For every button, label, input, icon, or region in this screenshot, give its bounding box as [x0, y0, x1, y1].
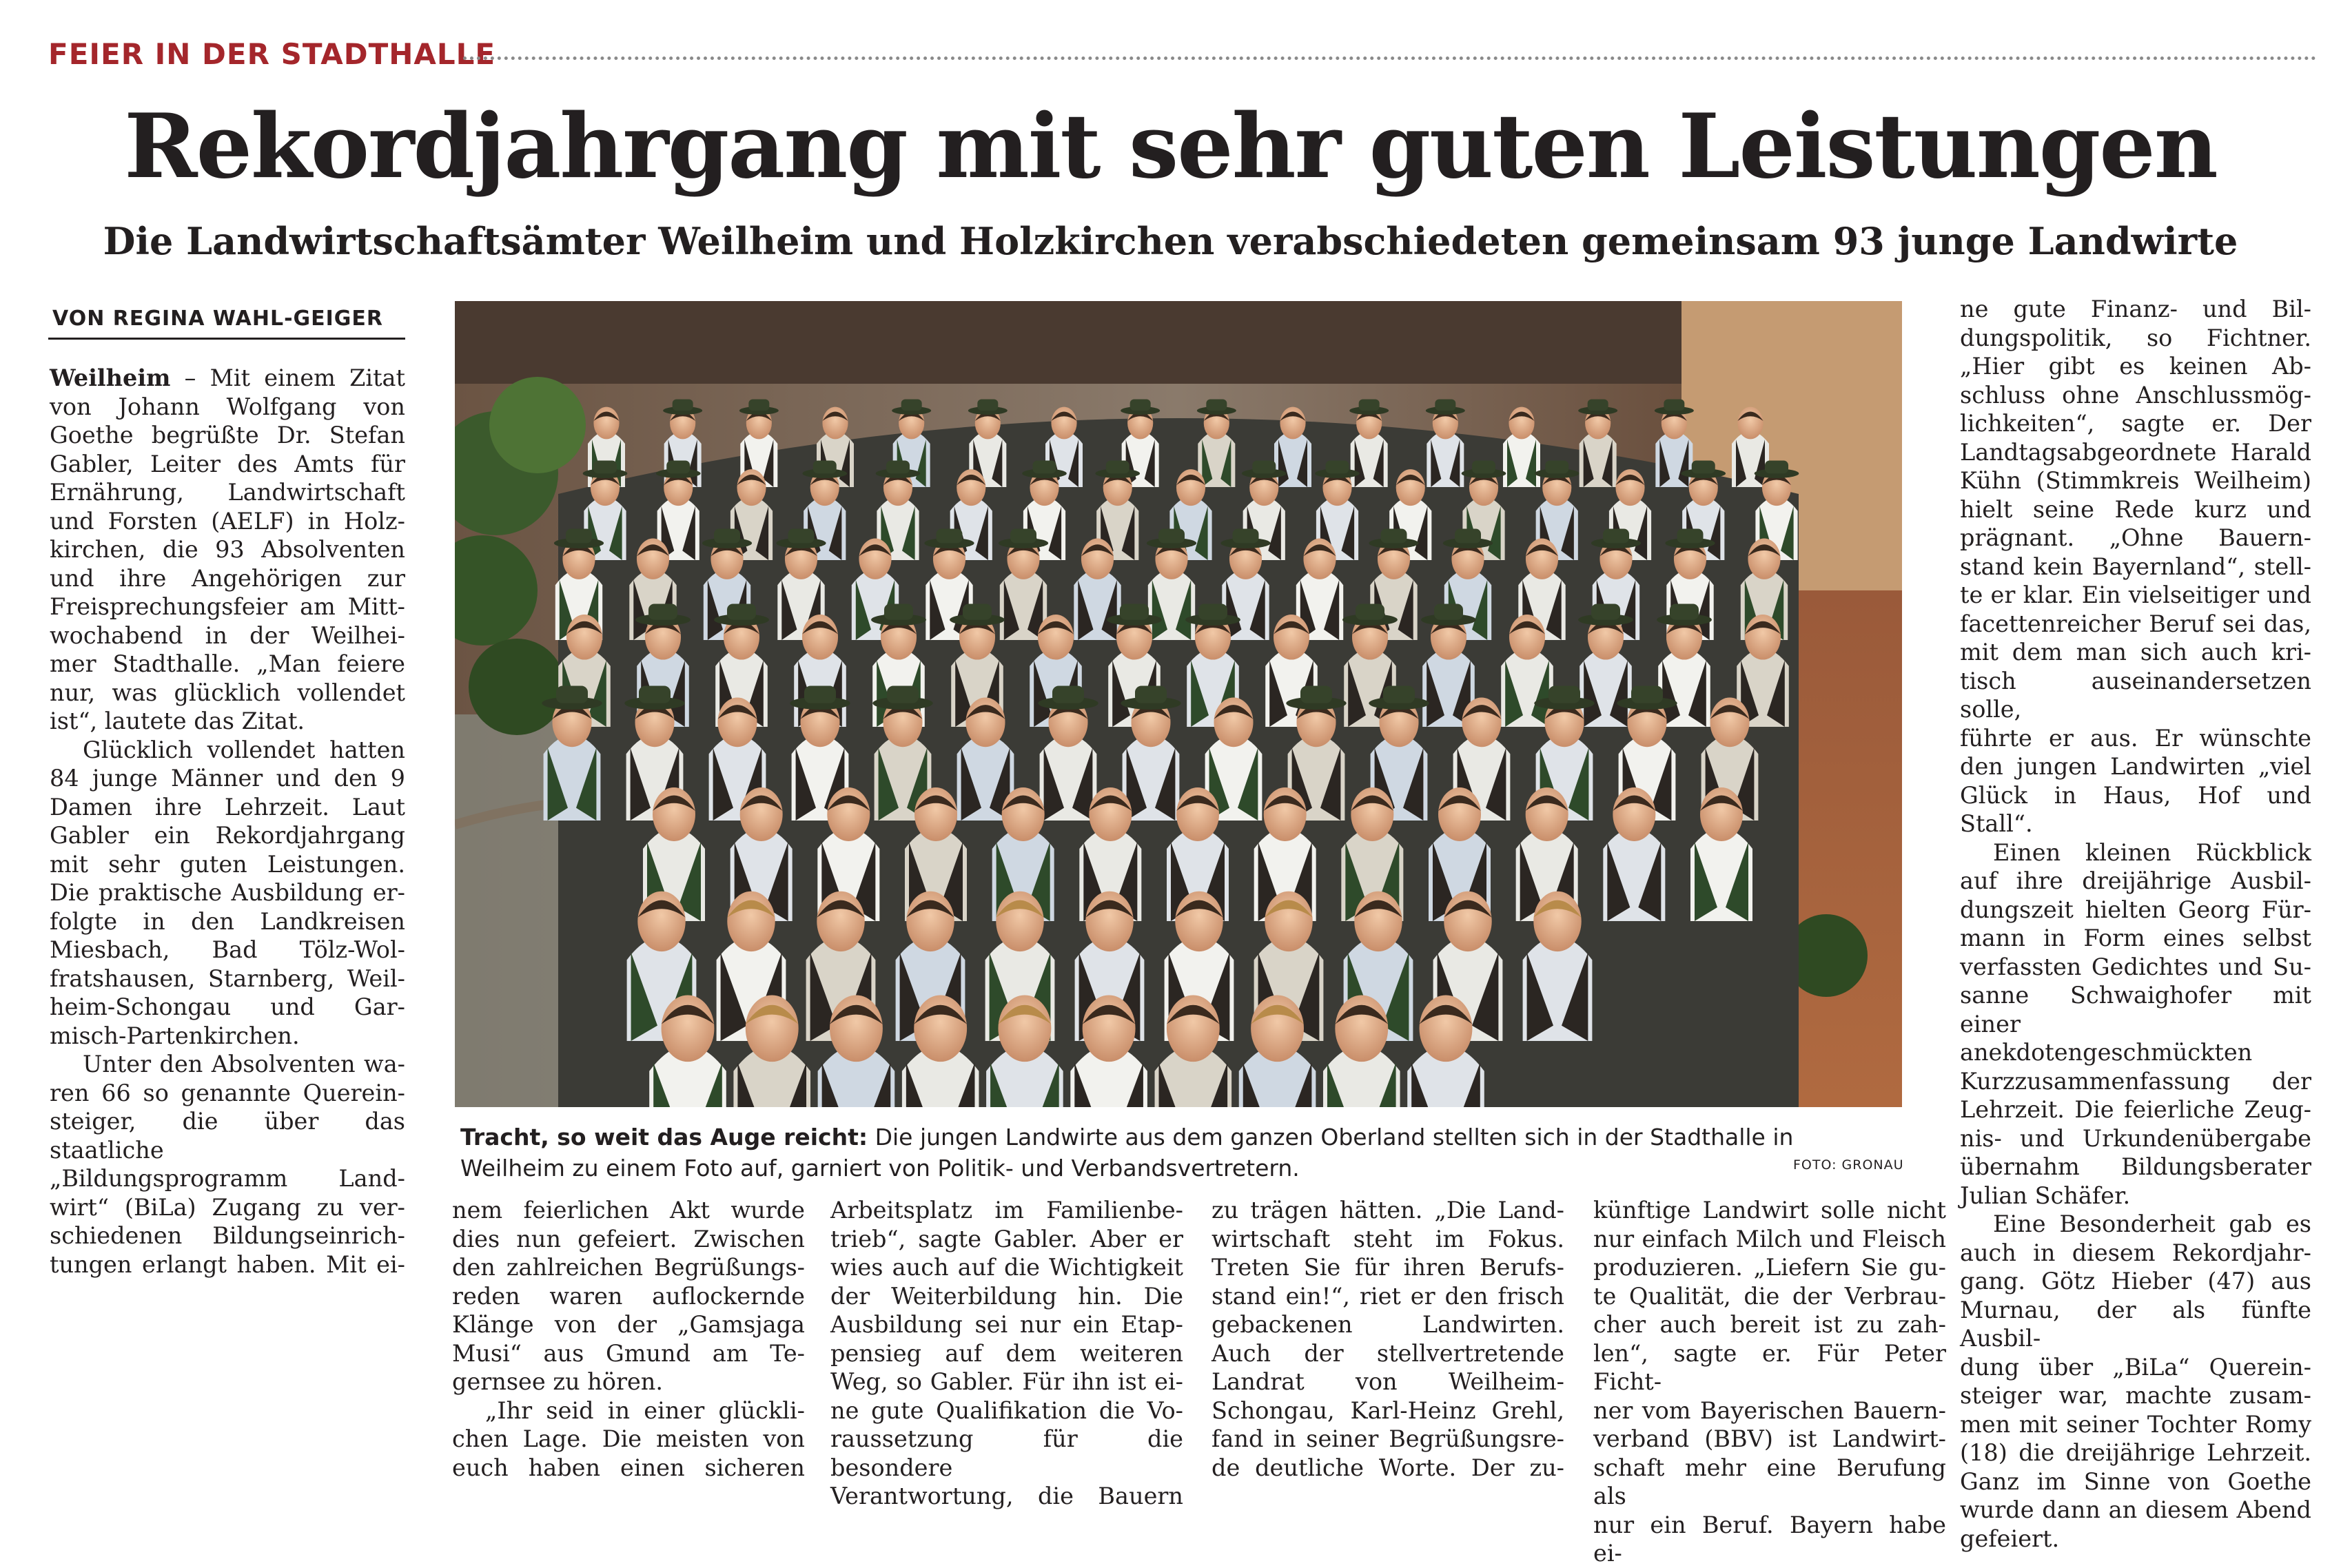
dateline: Weilheim — [50, 364, 171, 391]
column-line: Gabler, Leiter des Amts für — [50, 450, 405, 477]
photo-caption — [460, 1122, 1901, 1184]
article-subheadline: Die Landwirtschaftsämter Weilheim und Holzkirchen verabschiedeten gemeinsam 93 junge Landwirte — [103, 219, 2238, 263]
column-line: „Hier gibt es keinen Ab- — [1960, 353, 2311, 380]
column-line: auch in diesem Rekordjahr- — [1960, 1239, 2311, 1266]
column-line: mann in Form eines selbst — [1960, 925, 2311, 951]
column-line: fand in seiner Begrüßungsre- — [1212, 1425, 1564, 1452]
column-line: reden waren auflockernde — [452, 1282, 805, 1310]
column-line: verband (BBV) ist Landwirt- — [1593, 1425, 1946, 1452]
column-line: wochabend in der Weilhei- — [50, 621, 405, 649]
article-column-6 — [1960, 295, 2311, 1553]
column-line: schiedenen Bildungseinrich- — [50, 1222, 405, 1249]
column-line: Damen ihre Lehrzeit. Laut — [50, 793, 405, 821]
column-line: Ganz im Sinne von Goethe — [1960, 1467, 2311, 1495]
column-line: te er klar. Ein vielseitiger und — [1960, 581, 2311, 608]
column-line: len“, sagte er. Für Peter Ficht- — [1593, 1339, 1946, 1395]
column-line: führte er aus. Er wünschte — [1960, 724, 2311, 752]
column-line: hielt seine Rede kurz und — [1960, 495, 2311, 523]
column-line: Die praktische Ausbildung er- — [50, 879, 405, 906]
column-line: fratshausen, Starnberg, Weil- — [50, 964, 405, 992]
column-line: ren 66 so genannte Querein- — [50, 1079, 405, 1106]
column-line: nem feierlichen Akt wurde — [452, 1197, 805, 1224]
column-line: gebackenen Landwirten. — [1212, 1311, 1564, 1338]
column-line: Kurzzusammenfassung der — [1960, 1067, 2311, 1095]
column-line: anekdotengeschmückten — [1960, 1039, 2253, 1066]
column-line: trieb“, sagte Gabler. Aber er — [830, 1225, 1183, 1252]
column-line: auf ihre dreijährige Ausbil- — [1960, 867, 2311, 894]
column-line: ne gute Finanz- und Bil- — [1960, 296, 2311, 322]
column-line: de deutliche Worte. Der zu- — [1212, 1454, 1564, 1481]
column-line: zu trägen hätten. „Die Land- — [1212, 1197, 1564, 1224]
column-line: dung über „BiLa“ Querein- — [1960, 1353, 2311, 1381]
column-line: wurde dann an diesem Abend — [1960, 1496, 2311, 1523]
column-line: tungen erlangt haben. Mit ei- — [50, 1250, 405, 1278]
byline-rule — [48, 338, 405, 340]
column-line: nis- und Urkundenübergabe — [1960, 1124, 2311, 1152]
caption-text: Die jungen Landwirte aus dem ganzen Oberland stellten sich in der Stadthalle in Weilheim zu einem Foto auf, garniert von Politik- und Verbandsvertretern. — [460, 1124, 1794, 1182]
column-line: dungspolitik, so Fichtner. — [1960, 324, 2311, 351]
column-line: Goethe begrüßte Dr. Stefan — [50, 422, 405, 448]
column-line: ne gute Qualifikation die Vo- — [830, 1396, 1183, 1424]
column-line: Musi“ aus Gmund am Te- — [452, 1339, 805, 1367]
column-line: Miesbach, Bad Tölz-Wol- — [50, 936, 405, 963]
column-line: ist“, lautete das Zitat. — [50, 708, 305, 734]
column-line: Verantwortung, die Bauern — [830, 1483, 1183, 1509]
column-line: (18) die dreijährige Lehrzeit. — [1960, 1439, 2311, 1466]
column-line: 84 junge Männer und den 9 — [50, 765, 405, 792]
column-line: gang. Götz Hieber (47) aus — [1960, 1268, 2311, 1294]
column-line: wies auch auf die Wichtigkeit — [830, 1254, 1183, 1281]
column-line: den jungen Landwirten „viel — [1960, 753, 2311, 780]
article-headline: Rekordjahrgang mit sehr guten Leistungen — [124, 95, 2217, 198]
column-line: Weg, so Gabler. Für ihn ist ei- — [830, 1368, 1183, 1395]
column-line: Julian Schäfer. — [1960, 1182, 2131, 1209]
column-line: nur, was glücklich vollendet — [50, 679, 405, 706]
column-line: von Johann Wolfgang von — [50, 393, 405, 420]
caption-lead: Tracht, so weit das Auge reicht: — [460, 1124, 868, 1151]
column-line: wirt“ (BiLa) Zugang zu ver- — [50, 1193, 405, 1221]
column-line: euch haben einen sicheren — [452, 1454, 805, 1481]
column-line: nur ein Beruf. Bayern habe ei- — [1593, 1511, 1946, 1567]
column-line: facettenreicher Beruf sei das, — [1960, 610, 2311, 637]
column-line: Glück in Haus, Hof und — [1960, 781, 2311, 809]
article-column-4 — [1212, 1196, 1564, 1482]
column-line: lichkeiten“, sagte er. Der — [1960, 410, 2311, 437]
column-line: Ernährung, Landwirtschaft — [50, 479, 405, 506]
column-line: Arbeitsplatz im Familienbe- — [830, 1197, 1183, 1224]
column-line: schluss ohne Anschlussmög- — [1960, 381, 2311, 409]
column-line: dungszeit hielten Georg Für- — [1960, 896, 2311, 923]
column-line: men mit seiner Tochter Romy — [1960, 1410, 2311, 1438]
column-line: der Weiterbildung hin. Die — [830, 1282, 1183, 1310]
column-line: gefeiert. — [1960, 1525, 2060, 1552]
column-line: Einen kleinen Rückblick — [1993, 838, 2311, 866]
column-line: nur einfach Milch und Fleisch — [1593, 1225, 1946, 1252]
column-line: produzieren. „Liefern Sie gu- — [1593, 1254, 1946, 1281]
column-line: ner vom Bayerischen Bauern- — [1593, 1396, 1946, 1424]
column-line: Schongau, Karl-Heinz Grehl, — [1212, 1396, 1564, 1424]
column-line: gernsee zu hören. — [452, 1368, 664, 1395]
column-line: stand ein!“, riet er den frisch — [1212, 1282, 1564, 1310]
photo-credit: FOTO: GRONAU — [1793, 1157, 1904, 1173]
column-line: schaft mehr eine Berufung als — [1593, 1454, 1946, 1509]
article-column-3 — [830, 1196, 1183, 1511]
column-line: den zahlreichen Begrüßungs- — [452, 1254, 805, 1281]
section-kicker: FEIER IN DER STADTHALLE — [48, 37, 496, 71]
column-line: Stall“. — [1960, 810, 2033, 837]
column-line: dies nun gefeiert. Zwischen — [452, 1225, 805, 1252]
kicker-dotted-rule — [463, 56, 2317, 60]
column-line: mit dem man sich auch kri- — [1960, 639, 2311, 666]
column-line: misch-Partenkirchen. — [50, 1022, 300, 1049]
article-column-2 — [452, 1196, 805, 1482]
column-line: Eine Besonderheit gab es — [1993, 1210, 2311, 1237]
column-line: raussetzung für die besondere — [830, 1425, 1183, 1481]
column-line: Glücklich vollendet hatten — [83, 736, 405, 763]
column-line: cher auch bereit ist zu zah- — [1593, 1311, 1946, 1338]
column-line: mit sehr guten Leistungen. — [50, 850, 405, 878]
column-line: Klänge von der „Gamsjaga — [452, 1311, 805, 1338]
column-line: Weilheim – Mit einem Zitat — [50, 364, 405, 391]
column-line: Lehrzeit. Die feierliche Zeug- — [1960, 1096, 2311, 1123]
column-line: und Forsten (AELF) in Holz- — [50, 507, 405, 535]
column-line: wirtschaft steht im Fokus. — [1212, 1225, 1564, 1252]
column-line: Freisprechungsfeier am Mitt- — [50, 593, 405, 620]
column-line: verfassten Gedichtes und Su- — [1960, 953, 2311, 980]
column-line: folgte in den Landkreisen — [50, 907, 405, 935]
column-line: heim-Schongau und Gar- — [50, 993, 405, 1020]
column-line: chen Lage. Die meisten von — [452, 1425, 805, 1452]
article-column-5 — [1593, 1196, 1946, 1568]
article-column-1 — [50, 364, 405, 1279]
column-line: Gabler ein Rekordjahrgang — [50, 822, 405, 849]
column-line: kirchen, die 93 Absolventen — [50, 536, 405, 563]
column-line: Kühn (Stimmkreis Weilheim) — [1960, 467, 2311, 494]
author-byline: VON REGINA WAHL-GEIGER — [52, 307, 384, 331]
column-line: „Bildungsprogramm Land- — [50, 1165, 405, 1192]
column-line: steiger war, machte zusam- — [1960, 1382, 2311, 1409]
column-line: Unter den Absolventen wa- — [83, 1051, 405, 1077]
column-line: Ausbildung sei nur ein Etap- — [830, 1311, 1183, 1338]
column-line: Auch der stellvertretende — [1212, 1339, 1564, 1367]
column-line: und ihre Angehörigen zur — [50, 564, 405, 592]
column-line: „Ihr seid in einer glückli- — [485, 1396, 805, 1424]
column-line: künftige Landwirt solle nicht — [1593, 1197, 1946, 1224]
column-line: sanne Schwaighofer mit einer — [1960, 982, 2311, 1038]
column-line: Landrat von Weilheim- — [1212, 1368, 1564, 1395]
column-line: stand kein Bayernland“, stell- — [1960, 553, 2311, 580]
column-line: tisch auseinandersetzen solle, — [1960, 667, 2311, 723]
column-line: pensieg auf dem weiteren — [830, 1339, 1183, 1367]
column-line: mer Stadthalle. „Man feiere — [50, 650, 405, 677]
column-line: prägnant. „Ohne Bauern- — [1960, 524, 2311, 551]
column-line: Landtagsabgeordnete Harald — [1960, 438, 2311, 466]
column-line: Treten Sie für ihren Berufs- — [1212, 1254, 1564, 1281]
column-line: übernahm Bildungsberater — [1960, 1153, 2311, 1180]
group-photo — [455, 301, 1902, 1107]
column-line: te Qualität, die der Verbrau- — [1593, 1282, 1946, 1310]
column-line: Murnau, der als fünfte Ausbil- — [1960, 1296, 2311, 1352]
column-line: steiger, die über das staatliche — [50, 1108, 405, 1164]
